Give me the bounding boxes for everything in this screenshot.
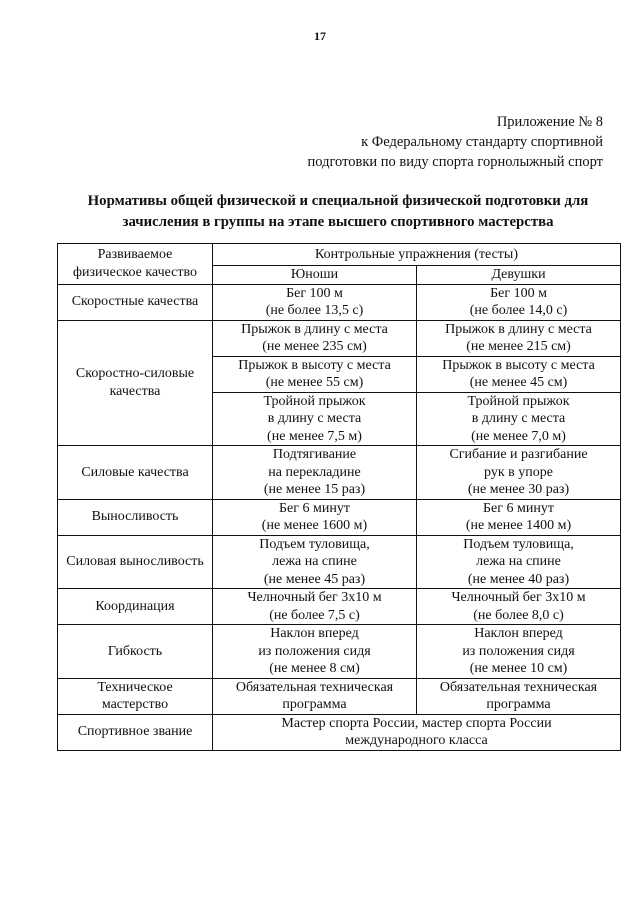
document-title-line-2: зачисления в группы на этапе высшего спортивного мастерства [122, 214, 554, 230]
boys-norm-cell: Наклон вперед из положения сидя (не менее 8 см) [213, 625, 417, 679]
boys-norm-cell: Тройной прыжок в длину с места (не менее 7,5 м) [213, 392, 417, 446]
table-row [58, 499, 621, 535]
title-cell: Мастер спорта России, мастер спорта России международного класса [213, 714, 621, 750]
quality-cell: Силовые качества [58, 446, 213, 500]
girls-norm-cell: Сгибание и разгибание рук в упоре (не менее 30 раз) [417, 446, 621, 500]
girls-norm-cell: Прыжок в высоту с места (не менее 45 см) [417, 356, 621, 392]
table-row [58, 535, 621, 589]
table-header-row [58, 244, 621, 266]
norms-table [57, 243, 621, 751]
annex-line-standard: к Федеральному стандарту спортивной [361, 134, 603, 150]
boys-norm-cell: Челночный бег 3х10 м (не более 7,5 с) [213, 589, 417, 625]
girls-norm-cell: Прыжок в длину с места (не менее 215 см) [417, 320, 621, 356]
girls-norm-cell: Подъем туловища, лежа на спине (не менее 40 раз) [417, 535, 621, 589]
quality-cell: Спортивное звание [58, 714, 213, 750]
table-row [58, 678, 621, 714]
girls-norm-cell: Челночный бег 3х10 м (не более 8,0 с) [417, 589, 621, 625]
page-number: 17 [314, 29, 326, 43]
annex-number: Приложение № 8 [496, 114, 603, 130]
boys-norm-cell: Прыжок в длину с места (не менее 235 см) [213, 320, 417, 356]
boys-norm-cell: Бег 100 м (не более 13,5 с) [213, 284, 417, 320]
girls-norm-cell: Бег 6 минут (не менее 1400 м) [417, 499, 621, 535]
quality-cell: Силовая выносливость [58, 535, 213, 589]
table-row [58, 714, 621, 750]
boys-norm-cell: Бег 6 минут (не менее 1600 м) [213, 499, 417, 535]
girls-norm-cell: Бег 100 м (не более 14,0 с) [417, 284, 621, 320]
header-quality: Развиваемое физическое качество [58, 244, 213, 285]
header-girls: Девушки [417, 266, 621, 285]
table-row [58, 320, 621, 356]
quality-cell: Скоростные качества [58, 284, 213, 320]
table-row [58, 589, 621, 625]
boys-norm-cell: Обязательная техническая программа [213, 678, 417, 714]
boys-norm-cell: Подъем туловища, лежа на спине (не менее 45 раз) [213, 535, 417, 589]
document-title-line-1: Нормативы общей физической и специальной физической подготовки для [87, 193, 589, 209]
quality-cell: Координация [58, 589, 213, 625]
boys-norm-cell: Прыжок в высоту с места (не менее 55 см) [213, 356, 417, 392]
norms-table-body [58, 244, 621, 751]
table-row [58, 446, 621, 500]
girls-norm-cell: Обязательная техническая программа [417, 678, 621, 714]
girls-norm-cell: Наклон вперед из положения сидя (не менее 10 см) [417, 625, 621, 679]
header-boys: Юноши [213, 266, 417, 285]
quality-cell: Техническое мастерство [58, 678, 213, 714]
annex-header [308, 112, 604, 172]
quality-cell: Выносливость [58, 499, 213, 535]
document-title [40, 191, 636, 233]
boys-norm-cell: Подтягивание на перекладине (не менее 15 раз) [213, 446, 417, 500]
table-row [58, 284, 621, 320]
annex-line-sport: подготовки по виду спорта горнолыжный спорт [307, 154, 603, 170]
girls-norm-cell: Тройной прыжок в длину с места (не менее 7,0 м) [417, 392, 621, 446]
quality-cell: Гибкость [58, 625, 213, 679]
quality-cell: Скоростно-силовые качества [58, 320, 213, 446]
table-row [58, 625, 621, 679]
header-tests: Контрольные упражнения (тесты) [213, 244, 621, 266]
